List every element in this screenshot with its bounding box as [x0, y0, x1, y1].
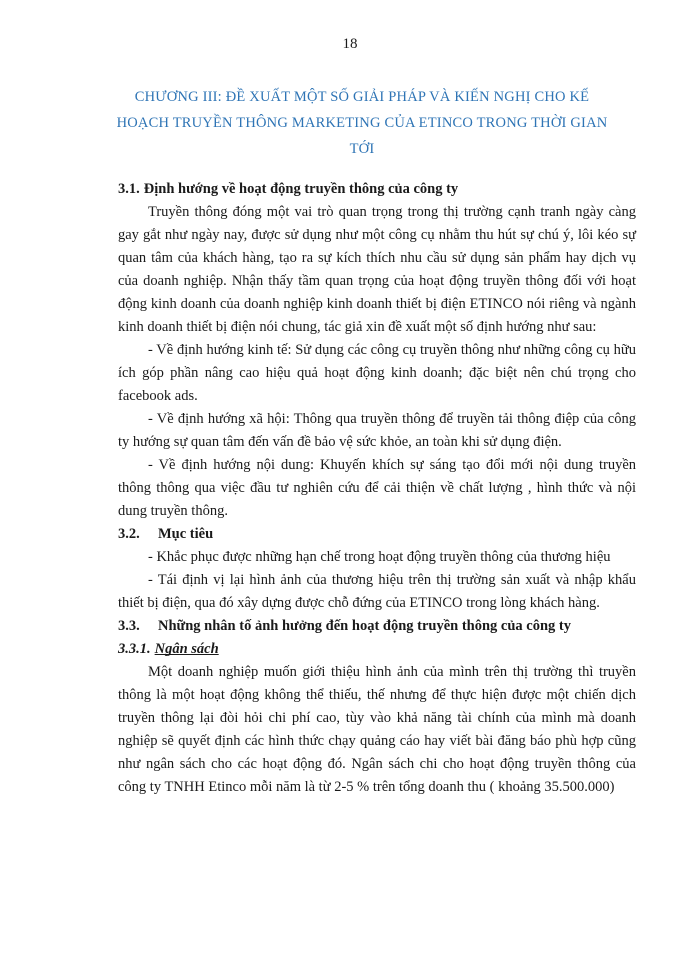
subsection-heading-3-3-1	[118, 638, 636, 661]
list-item: - Khắc phục được những hạn chế trong hoạt động truyền thông của thương hiệu	[148, 549, 611, 565]
section-heading-3-3	[118, 615, 636, 638]
section-title: Những nhân tố ảnh hưởng đến hoạt động truyền thông của công ty	[158, 618, 572, 634]
chapter-title: CHƯƠNG III: ĐỀ XUẤT MỘT SỐ GIẢI PHÁP VÀ KIẾN NGHỊ CHO KẾ HOẠCH TRUYỀN THÔNG MARKETING CỦA ETINCO TRONG THỜI GIAN TỚI	[116, 89, 608, 157]
section-title: Mục tiêu	[158, 526, 214, 542]
list-item: - Về định hướng kinh tế: Sử dụng các công cụ truyền thông như những công cụ hữu ích góp phần nâng cao hiệu quả hoạt động kinh doanh; đặc biệt nên chú trọng cho facebook ads.	[118, 342, 636, 404]
section-number: 3.1.	[118, 181, 140, 197]
paragraph-intro: Truyền thông đóng một vai trò quan trọng trong thị trường cạnh tranh ngày càng gay gắt như ngày nay, được sử dụng như một công cụ nhằm thu hút sự chú ý, lôi kéo sự quan tâm của khách hàng, tạo ra sự kích thích nhu cầu sử dụng sản phẩm hay dịch vụ của doanh nghiệp. Nhận thấy tầm quan trọng của hoạt động truyền thông đối với hoạt động kinh doanh của doanh nghiệp kinh doanh thiết bị điện ETINCO nói riêng và ngành kinh doanh thiết bị điện nói chung, tác giả xin đề xuất một số định hướng như sau:	[118, 204, 636, 335]
subsection-title: Ngân sách	[154, 641, 219, 657]
section-heading-3-2	[118, 523, 636, 546]
section-title: Định hướng về hoạt động truyền thông của công ty	[143, 181, 459, 197]
paragraph-budget: Một doanh nghiệp muốn giới thiệu hình ảnh của mình trên thị trường thì truyền thông là một hoạt động không thể thiếu, thế nhưng để thực hiện được một chiến dịch truyền thông lại đòi hỏi chi phí cao, tùy vào khả năng tài chính của mình mà doanh nghiệp sẽ quyết định các hình thức chạy quảng cáo hay viết bài đăng báo phù hợp cũng như ngân sách cho các hoạt động đó. Ngân sách chi cho hoạt động truyền thông của công ty TNHH Etinco mỗi năm là từ 2-5 % trên tổng doanh thu ( khoảng 35.500.000)	[118, 664, 636, 795]
list-item: - Tái định vị lại hình ảnh của thương hiệu trên thị trường sản xuất và nhập khẩu thiết bị điện, qua đó xây dựng được chỗ đứng của ETINCO trong lòng khách hàng.	[118, 572, 636, 611]
subsection-number: 3.3.1.	[118, 641, 151, 657]
document-body	[118, 178, 636, 799]
page-number: 18	[342, 36, 358, 52]
list-item: - Về định hướng nội dung: Khuyến khích sự sáng tạo đổi mới nội dung truyền thông thông qua việc đầu tư nghiên cứu để cải thiện về chất lượng , hình thức và nội dung truyền thông.	[118, 457, 636, 519]
list-item: - Về định hướng xã hội: Thông qua truyền thông để truyền tải thông điệp của công ty hướng sự quan tâm đến vấn đề bảo vệ sức khỏe, an toàn khi sử dụng điện.	[118, 411, 636, 450]
section-heading-3-1	[118, 178, 636, 201]
section-number: 3.3.	[118, 618, 140, 634]
section-number: 3.2.	[118, 526, 140, 542]
